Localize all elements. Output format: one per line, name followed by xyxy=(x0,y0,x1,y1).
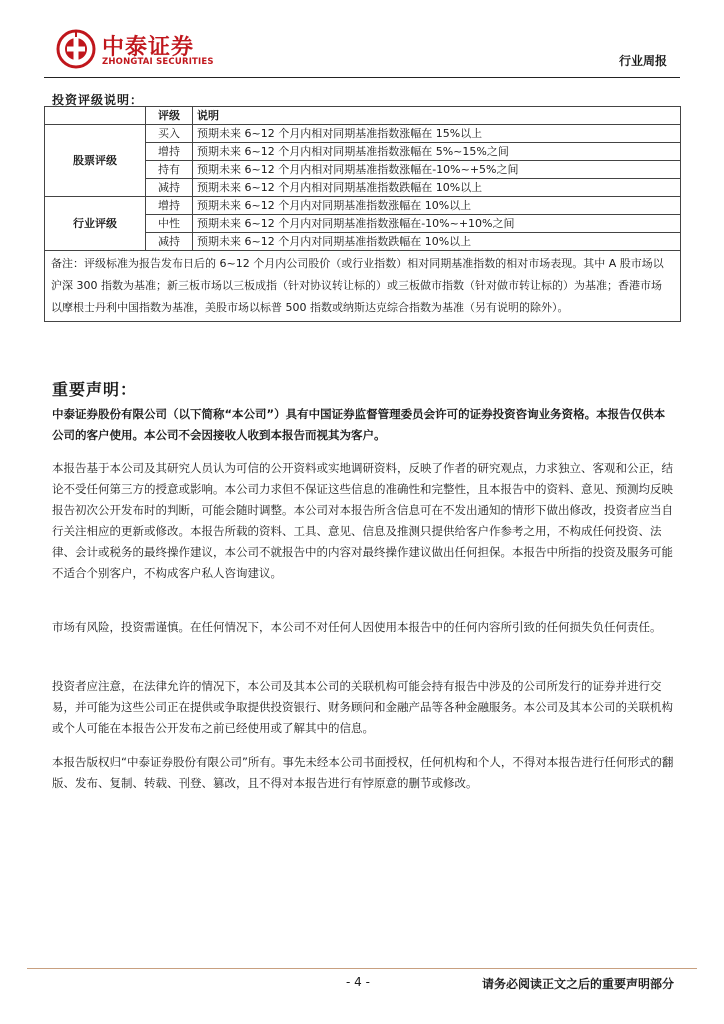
rating-level: 持有 xyxy=(146,161,193,179)
zhongtai-logo-icon xyxy=(56,29,96,69)
logo-chinese-name: 中泰证券 xyxy=(102,35,195,60)
stock-rating-group-label: 股票评级 xyxy=(45,125,146,197)
rating-level: 增持 xyxy=(146,197,193,215)
rating-description: 预期未来 6~12 个月内相对同期基准指数涨幅在 5%~15%之间 xyxy=(193,143,681,161)
table-row xyxy=(45,197,681,215)
rating-description: 预期未来 6~12 个月内对同期基准指数涨幅在-10%~+10%之间 xyxy=(193,215,681,233)
table-note-row xyxy=(45,251,681,322)
declaration-title: 重要声明： xyxy=(52,380,138,399)
rating-description: 预期未来 6~12 个月内相对同期基准指数跌幅在 10%以上 xyxy=(193,179,681,197)
declaration-paragraph-conflict: 投资者应注意，在法律允许的情况下，本公司及其本公司的关联机构可能会持有报告中涉及的公司所发行的证券并进行交易，并可能为这些公司正在提供或争取提供投资银行、财务顾问和金融产品等各种金融服务。本公司及其本公司的关联机构或个人可能在本报告公开发布之前已经使用或了解其中的信息。 xyxy=(52,679,673,735)
industry-rating-group-label: 行业评级 xyxy=(45,197,146,251)
declaration-paragraph-copyright: 本报告版权归“中泰证券股份有限公司”所有。事先未经本公司书面授权，任何机构和个人，不得对本报告进行任何形式的翻版、发布、复制、转载、刊登、篡改，且不得对本报告进行有悖原意的删节或修改。 xyxy=(52,755,674,790)
footer-notice: 请务必阅读正文之后的重要声明部分 xyxy=(481,977,674,991)
header-divider xyxy=(44,77,680,78)
declaration-paragraph-qualification: 中泰证券股份有限公司（以下简称“本公司”）具有中国证券监督管理委员会许可的证券投资咨询业务资格。本报告仅供本公司的客户使用。本公司不会因接收人收到本报告而视其为客户。 xyxy=(52,407,666,442)
page-number: - 4 - xyxy=(346,975,370,989)
rating-description: 预期未来 6~12 个月内对同期基准指数涨幅在 10%以上 xyxy=(193,197,681,215)
logo-english-name: ZHONGTAI SECURITIES xyxy=(102,57,214,67)
table-row xyxy=(45,125,681,143)
column-header-description: 说明 xyxy=(193,107,681,125)
declaration-paragraph-disclaimer: 本报告基于本公司及其研究人员认为可信的公开资料或实地调研资料，反映了作者的研究观点，力求独立、客观和公正，结论不受任何第三方的授意或影响。本公司力求但不保证这些信息的准确性和完整性，且本报告中的资料、意见、预测均反映报告初次公开发布时的判断，可能会随时调整。本公司对本报告所含信息可在不发出通知的情形下做出修改，投资者应当自行关注相应的更新或修改。本报告所载的资料、工具、意见、信息及推测只提供给客户作参考之用，不构成任何投资、法律、会计或税务的最终操作建议，本公司不就报告中的内容对最终操作建议做出任何担保。本报告中所指的投资及服务可能不适合个别客户，不构成客户私人咨询建议。 xyxy=(52,461,673,580)
rating-description: 预期未来 6~12 个月内对同期基准指数跌幅在 10%以上 xyxy=(193,233,681,251)
rating-level: 减持 xyxy=(146,179,193,197)
rating-level: 减持 xyxy=(146,233,193,251)
company-logo xyxy=(56,26,246,74)
table-corner-cell xyxy=(45,107,146,125)
rating-level: 买入 xyxy=(146,125,193,143)
table-header-row xyxy=(45,107,681,125)
rating-note: 备注：评级标准为报告发布日后的 6~12 个月内公司股价（或行业指数）相对同期基准指数的相对市场表现。其中 A 股市场以沪深 300 指数为基准；新三板市场以三板成指（针对协议转让标的）或三板做市指数（针对做市转让标的）为基准；香港市场以摩根士丹利中国指数为基准，美股市场以标普 500 指数或纳斯达克综合指数为基准（另有说明的除外）。 xyxy=(45,251,681,322)
rating-description: 预期未来 6~12 个月内相对同期基准指数涨幅在 15%以上 xyxy=(193,125,681,143)
report-type-label: 行业周报 xyxy=(618,54,667,68)
rating-table xyxy=(44,106,681,322)
rating-section-title: 投资评级说明： xyxy=(52,93,144,107)
rating-description: 预期未来 6~12 个月内相对同期基准指数涨幅在-10%~+5%之间 xyxy=(193,161,681,179)
rating-level: 增持 xyxy=(146,143,193,161)
rating-level: 中性 xyxy=(146,215,193,233)
footer-divider xyxy=(27,968,697,969)
declaration-paragraph-risk: 市场有风险，投资需谨慎。在任何情况下，本公司不对任何人因使用本报告中的任何内容所引致的任何损失负任何责任。 xyxy=(52,620,662,634)
column-header-level: 评级 xyxy=(146,107,193,125)
